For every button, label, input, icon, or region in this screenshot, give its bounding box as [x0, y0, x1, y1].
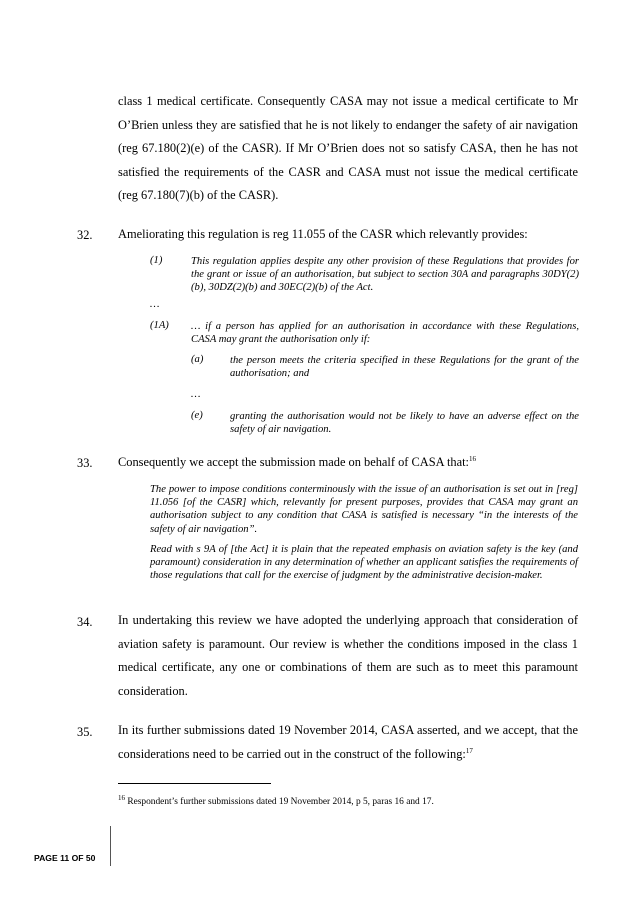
para-35-text: In its further submissions dated 19 November 2014, CASA asserted, and we accept, that the considerations need to be carried out in the construct of the following:$^{17}$ [118, 723, 578, 761]
para-34-number: 34. [77, 615, 93, 629]
quote-33-2: Read with s 9A of [the Act] it is plain that the repeated emphasis on aviation safety is the key (and paramount) consideration in any determination of whether an applicant satisfies the requirements of those regulations that call for the exercise of judgment by the administrative decision-maker. [150, 544, 578, 582]
ellipsis-1: … [150, 299, 160, 310]
para-35-number: 35. [77, 725, 93, 739]
page-number: PAGE 11 OF 50 [34, 853, 96, 863]
para-33-text: Consequently we accept the submission made on behalf of CASA that:$^{16}$ [118, 454, 477, 469]
footnote-rule [118, 783, 271, 784]
quote-label-e: (e) [191, 410, 203, 421]
footnote-ref-17: 17 [465, 746, 473, 755]
quote-1a-text: … if a person has applied for an authorisation in accordance with these Regulations, CASA may grant the authorisation only if: [191, 321, 579, 346]
quote-label-a: (a) [191, 354, 204, 365]
quote-label-1a: (1A) [150, 320, 169, 331]
para-32-text: Ameliorating this regulation is reg 11.055 of the CASR which relevantly provides: [118, 227, 528, 241]
quote-e-text: granting the authorisation would not be likely to have an adverse effect on the safety of air navigation. [230, 411, 579, 436]
continuation-paragraph: class 1 medical certificate. Consequently CASA may not issue a medical certificate to Mr O’Brien unless they are satisfied that he is not likely to endanger the safety of air navigation (reg 67.180(2)(e) of the CASR). If Mr O’Brien does not so satisfy CASA, then he has not satisfied the requirements of the CASR and CASA must not issue the medical certificate (reg 67.180(7)(b) of the CASR). [118, 94, 578, 202]
ellipsis-2: … [191, 389, 201, 400]
footnote-number: 16 [118, 793, 125, 802]
para-32-number: 32. [77, 228, 93, 242]
para-33-number: 33. [77, 456, 93, 470]
quote-a-text: the person meets the criteria specified in these Regulations for the grant of the authorisation; and [230, 355, 579, 380]
quote-label-1: (1) [150, 255, 163, 266]
footnote-16: $^{16}$ Respondent’s further submissions dated 19 November 2014, p 5, paras 16 and 17. [118, 793, 434, 807]
quote-1-text: This regulation applies despite any other provision of these Regulations that provides for the grant or issue of an authorisation, but subject to section 30A and paragraphs 30DY(2)(b), 30DZ(2)(b) and 30EC(2)(b) of the Act. [191, 256, 579, 294]
quote-33-1: The power to impose conditions conterminously with the issue of an authorisation is set out in [reg] 11.056 [of the CASR] which, relevantly for present purposes, provides that CASA may grant an authorisation subject to any condition that CASA is satisfied is necessary “in the interests of the safety of air navigation”. [150, 484, 578, 535]
footnote-ref-16: 16 [469, 454, 477, 463]
footer-divider [110, 826, 111, 866]
para-34-text: In undertaking this review we have adopted the underlying approach that consideration of aviation safety is paramount. Our review is whether the conditions imposed in the class 1 medical certificate, any one or combinations of them are such as to meet this paramount consideration. [118, 613, 578, 698]
